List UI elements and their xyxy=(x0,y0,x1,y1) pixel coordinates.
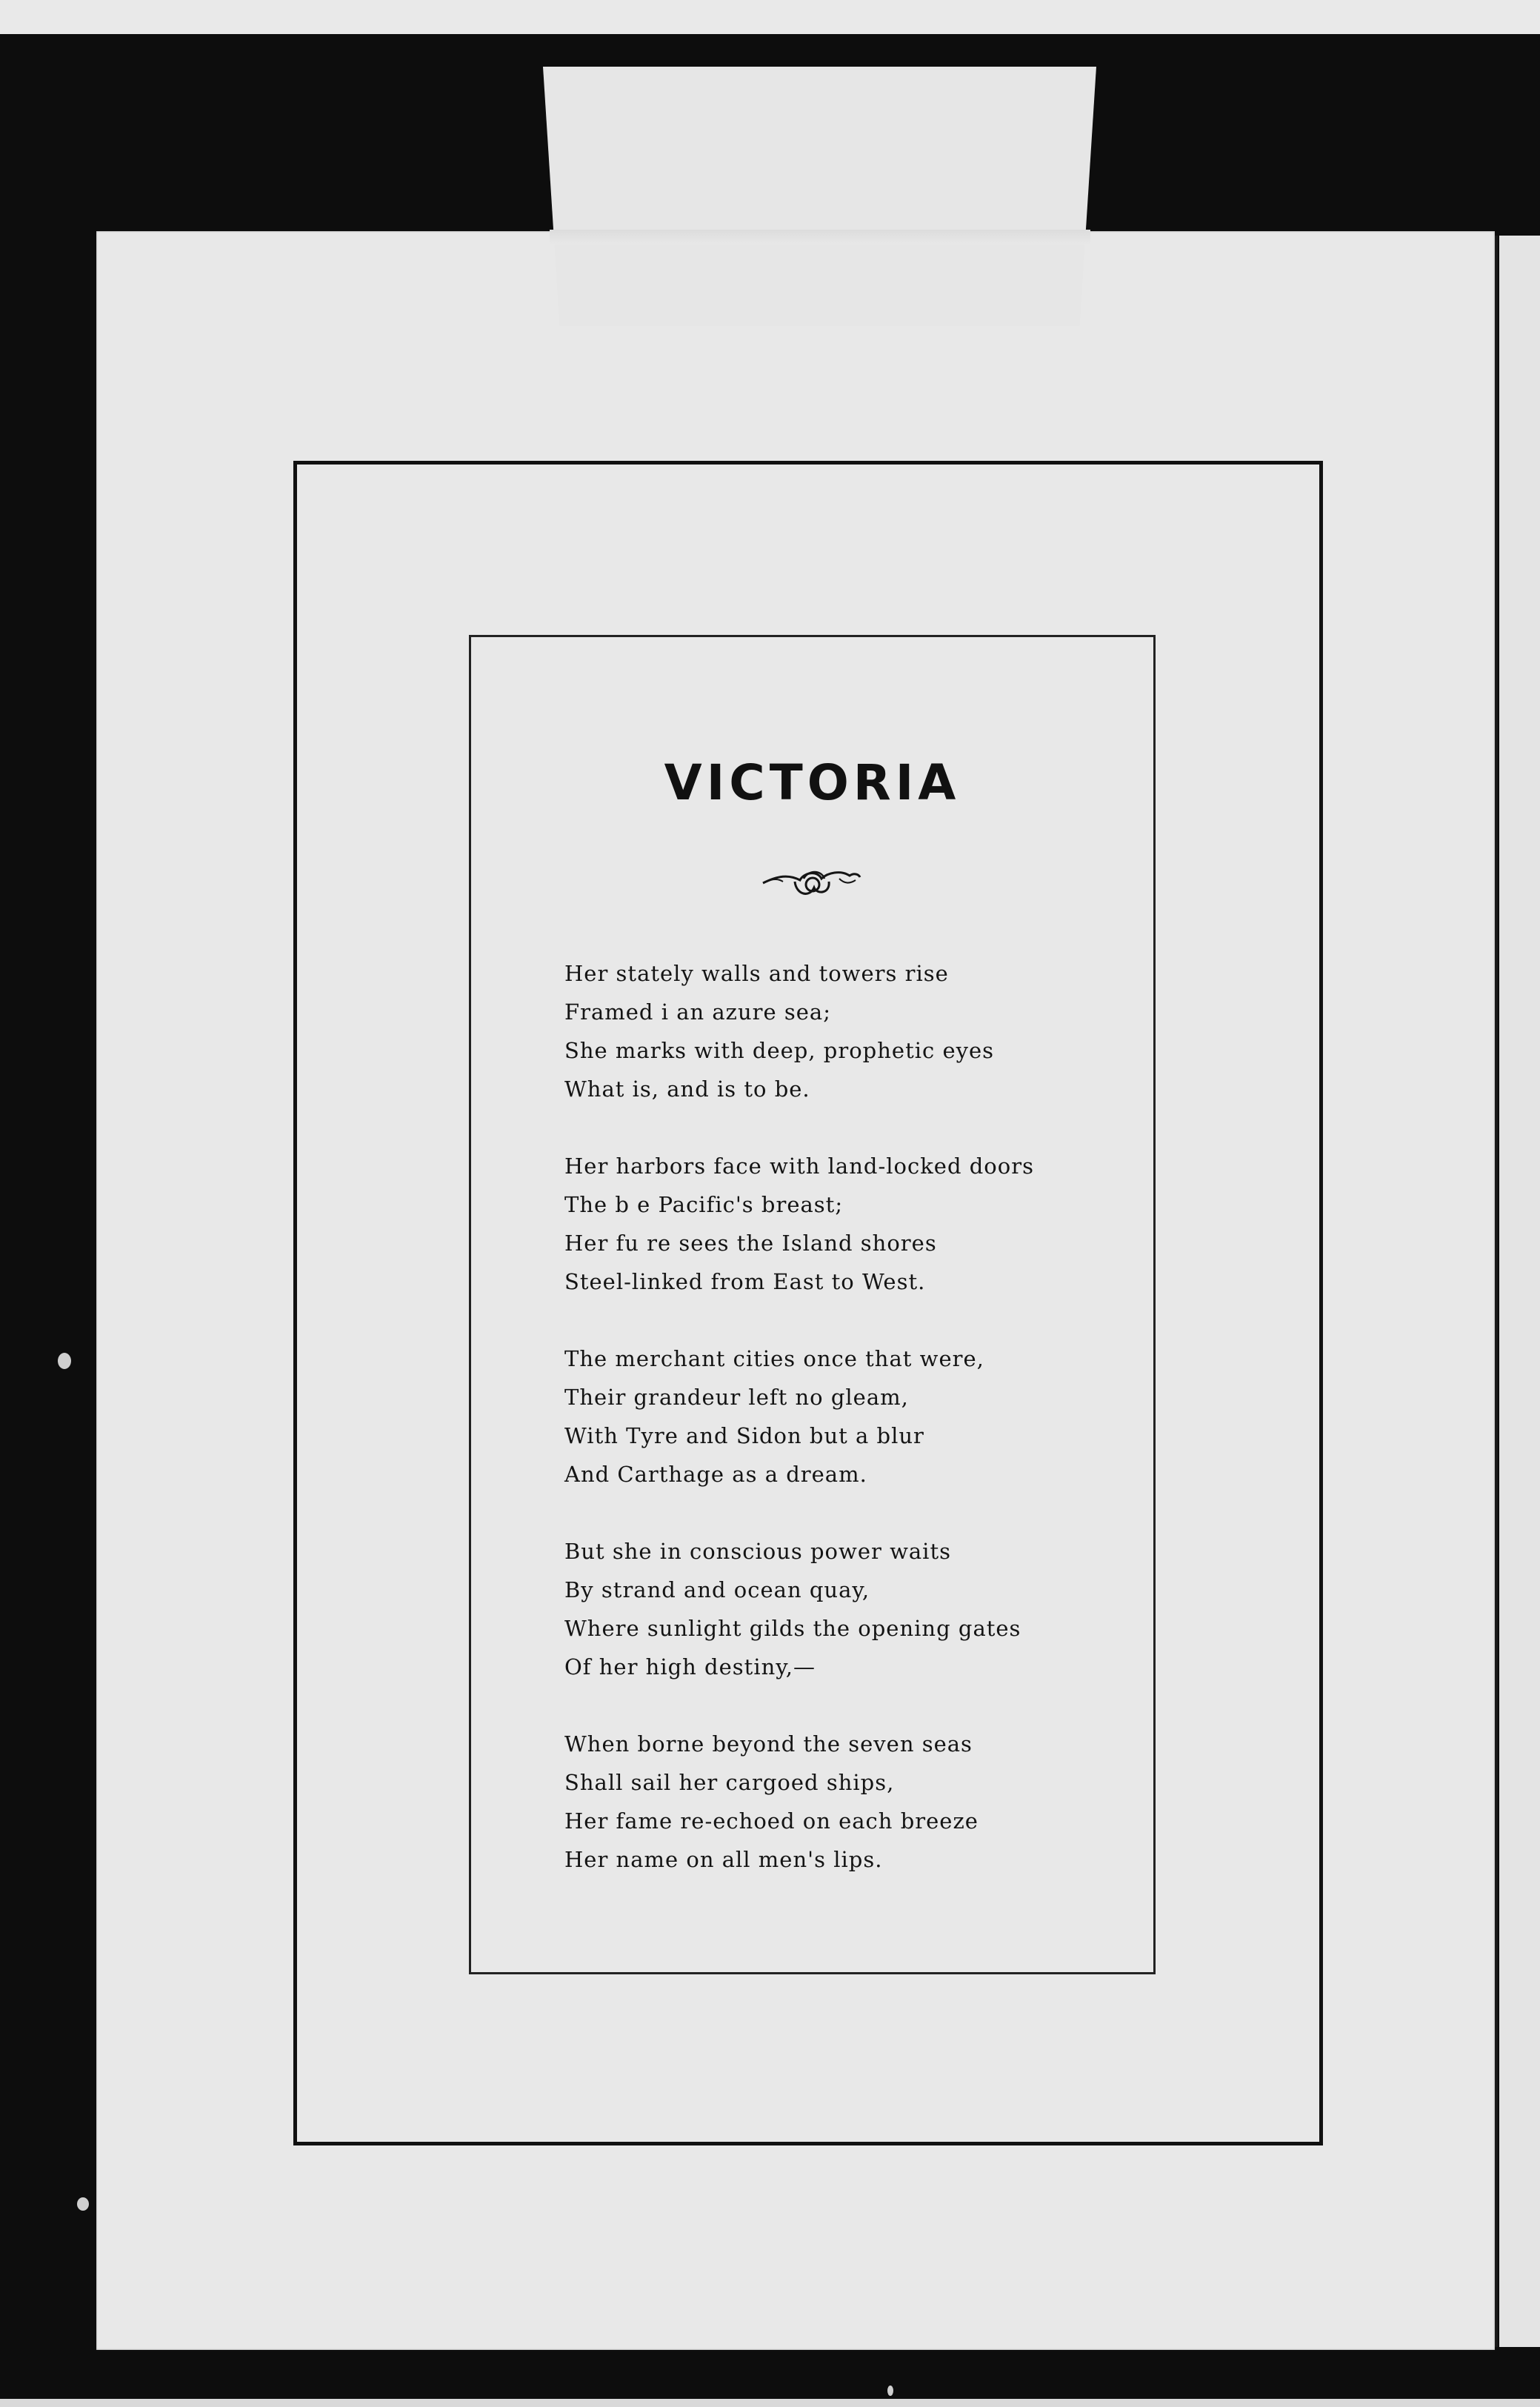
poem-line: Her stately walls and towers rise xyxy=(564,961,949,986)
stanza xyxy=(564,954,1127,1108)
poem-line: The b e Pacific's breast; xyxy=(564,1192,844,1217)
poem-title: VICTORIA xyxy=(664,754,961,811)
poem-line: By strand and ocean quay, xyxy=(564,1577,870,1602)
adjacent-page-edge xyxy=(1499,236,1540,2347)
paper-tab xyxy=(543,67,1096,326)
poem-line: What is, and is to be. xyxy=(564,1076,810,1102)
poem-line: Her fu re sees the Island shores xyxy=(564,1231,937,1256)
poem-line: Where sunlight gilds the opening gates xyxy=(564,1616,1021,1641)
page-edge xyxy=(1495,236,1498,2347)
stanza xyxy=(564,1339,1127,1494)
poem-line: Steel-linked from East to West. xyxy=(564,1269,926,1294)
poem-line: Framed i an azure sea; xyxy=(564,999,831,1025)
scan-top-margin xyxy=(0,0,1540,34)
poem-line: But she in conscious power waits xyxy=(564,1539,951,1564)
poem-line: With Tyre and Sidon but a blur xyxy=(564,1423,924,1448)
scan-bottom-margin xyxy=(0,2399,1540,2407)
poem-line: When borne beyond the seven seas xyxy=(564,1731,973,1757)
poem-line: The merchant cities once that were, xyxy=(564,1346,984,1371)
stanza xyxy=(564,1147,1127,1301)
poem-line: And Carthage as a dream. xyxy=(564,1462,867,1487)
stanza xyxy=(564,1725,1127,1879)
poem-line: Her name on all men's lips. xyxy=(564,1847,883,1872)
poem-line: Of her high destiny,— xyxy=(564,1654,816,1679)
poem-line: Their grandeur left no gleam, xyxy=(564,1385,909,1410)
poem-body xyxy=(564,954,1127,1917)
poem-line: Her fame re-echoed on each breeze xyxy=(564,1808,979,1834)
poem-line: She marks with deep, prophetic eyes xyxy=(564,1038,995,1063)
scan-speck xyxy=(58,1353,71,1369)
scan-speck xyxy=(77,2197,89,2211)
scan-speck xyxy=(887,2386,893,2396)
paper-tab-shadow xyxy=(550,230,1090,244)
poem-line: Shall sail her cargoed ships, xyxy=(564,1770,895,1795)
poem-line: Her harbors face with land-locked doors xyxy=(564,1153,1034,1179)
floral-ornament-icon xyxy=(759,859,863,904)
stanza xyxy=(564,1532,1127,1686)
